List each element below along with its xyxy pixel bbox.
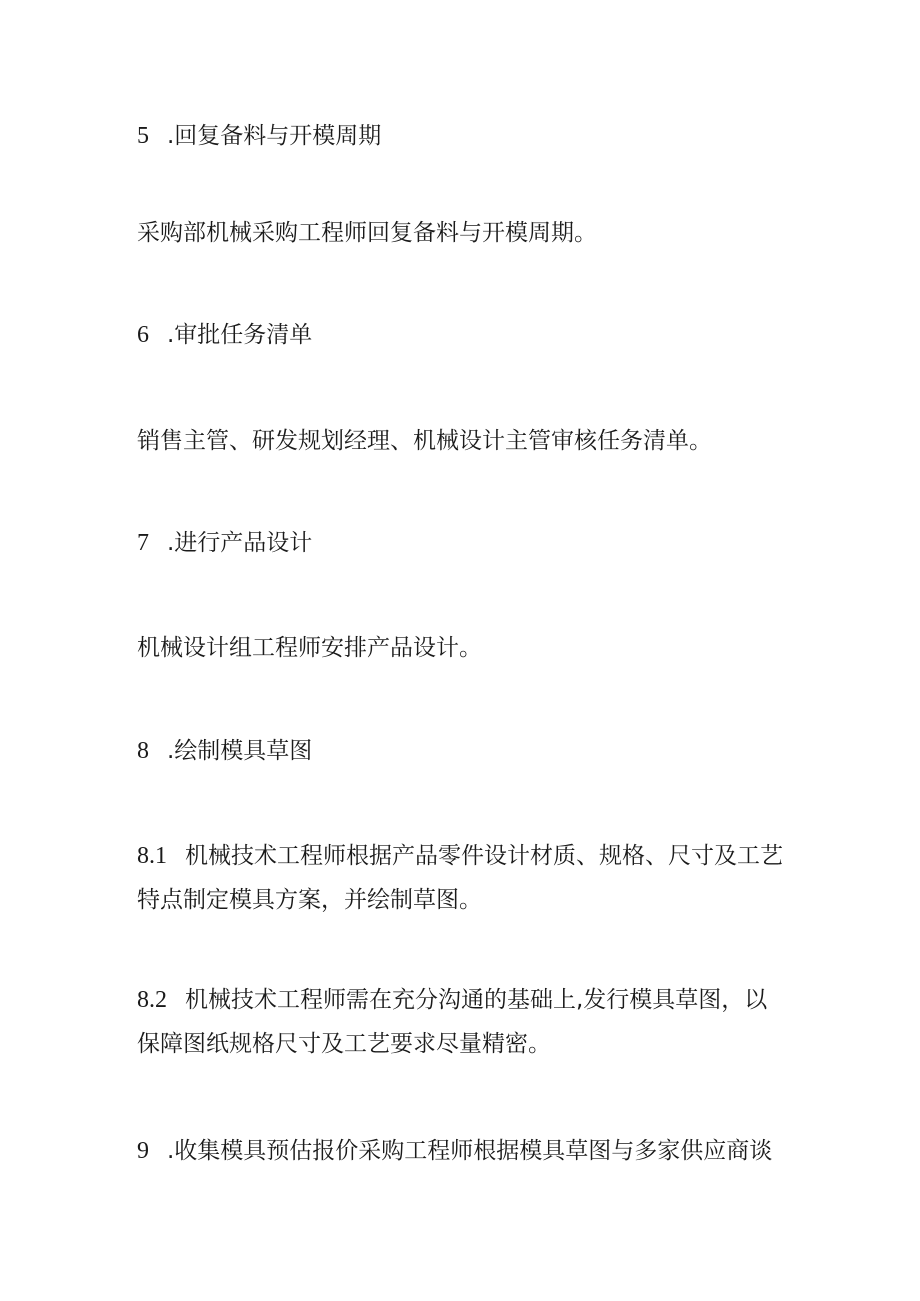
section-number: 5 [137, 123, 149, 149]
subsection-8-1 [137, 840, 817, 916]
subsection-text: 机械技术工程师根据产品零件设计材质、规格、尺寸及工艺 [185, 843, 783, 869]
section-9-heading [137, 1135, 817, 1167]
subsection-8-2 [137, 984, 817, 1060]
section-8-heading [137, 735, 817, 767]
section-5-body: 采购部机械采购工程师回复备料与开模周期。 [137, 220, 597, 246]
subsection-number: 8.1 [137, 843, 167, 869]
subsection-line: 特点制定模具方案，并绘制草图。 [137, 887, 482, 913]
section-6-heading [137, 319, 817, 351]
section-number: 6 [137, 322, 149, 348]
subsection-line [137, 984, 817, 1016]
subsection-text: 机械技术工程师需在充分沟通的基础上,发行模具草图，以 [185, 987, 768, 1013]
section-number: 9 [137, 1138, 149, 1164]
section-title: .收集模具预估报价采购工程师根据模具草图与多家供应商谈 [167, 1138, 773, 1164]
section-title: .回复备料与开模周期 [167, 123, 382, 149]
section-7-heading [137, 527, 817, 559]
section-6-body: 销售主管、研发规划经理、机械设计主管审核任务清单。 [137, 428, 712, 454]
section-title: .绘制模具草图 [167, 738, 313, 764]
section-number: 8 [137, 738, 149, 764]
section-title: .审批任务清单 [167, 322, 313, 348]
subsection-line [137, 840, 817, 872]
section-title: .进行产品设计 [167, 530, 313, 556]
subsection-number: 8.2 [137, 987, 167, 1013]
subsection-line: 保障图纸规格尺寸及工艺要求尽量精密。 [137, 1031, 551, 1057]
section-7-body: 机械设计组工程师安排产品设计。 [137, 635, 482, 661]
section-number: 7 [137, 530, 149, 556]
section-5-heading [137, 120, 817, 152]
